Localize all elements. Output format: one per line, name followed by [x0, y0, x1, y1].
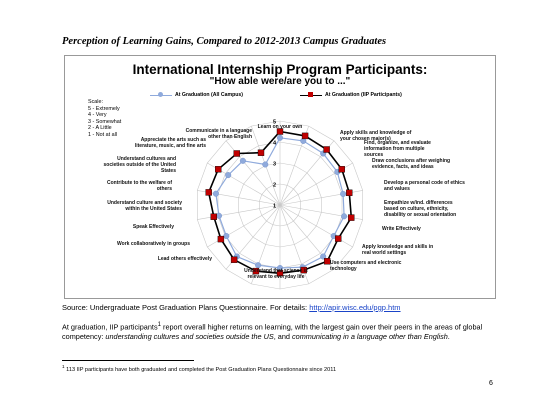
data-point-iip — [348, 215, 354, 221]
scale-item: 4 - Very — [88, 112, 107, 119]
body-and: , and — [273, 332, 293, 342]
legend-label-iip: At Graduation (IIP Participants) — [325, 92, 402, 98]
page-number: 6 — [489, 380, 493, 387]
data-point-all-campus — [225, 172, 231, 178]
category-label: Empathize w/ind. differences based on culture, ethnicity, disability or sexual orientation — [384, 200, 457, 218]
category-label: Understand cultures and societies outside of the United States — [103, 156, 176, 174]
body-emphasis-2: communicating in a language other than English — [292, 332, 448, 342]
data-point-all-campus — [240, 158, 246, 164]
body-intro: At graduation, IIP participants — [62, 322, 158, 332]
data-point-iip — [211, 214, 217, 220]
source-line — [62, 303, 401, 312]
data-point-all-campus — [263, 162, 269, 168]
data-point-iip — [324, 147, 330, 153]
scale-item: 5 - Extremely — [88, 105, 120, 112]
data-point-all-campus — [224, 233, 230, 239]
footnote-text: 113 IIP participants have both graduated and completed the Post Graduation Plans Questionnaire since 2011 — [64, 366, 337, 373]
category-label: Understand culture and society within the United States — [107, 200, 182, 212]
category-label: Find, organize, and evaluate information from multiple sources — [364, 140, 431, 158]
data-point-iip — [302, 133, 308, 139]
data-point-iip — [335, 236, 341, 242]
data-point-iip — [234, 151, 240, 157]
data-point-all-campus — [277, 135, 283, 141]
axis-tick-label: 1 — [272, 203, 276, 210]
scale-item: 3 - Somewhat — [88, 118, 122, 125]
body-paragraph — [62, 320, 502, 342]
page-heading: Perception of Learning Gains, Compared to 2012-2013 Campus Graduates — [62, 36, 387, 47]
data-point-iip — [231, 257, 237, 263]
data-point-all-campus — [216, 213, 222, 219]
data-point-all-campus — [341, 214, 347, 220]
footnote-number: 1 — [62, 364, 65, 369]
category-label: Apply knowledge and skills in real world settings — [362, 244, 434, 256]
category-label: Apply skills and knowledge of your chosen major(s) — [340, 130, 412, 142]
category-label: Communicate in a language other than English — [185, 128, 252, 140]
category-label: Draw conclusions after weighing evidence, facts, and ideas — [372, 158, 451, 170]
data-point-iip — [206, 189, 212, 195]
source-label: Source: Undergraduate Post Graduation Plans Questionnaire. For details: — [62, 303, 308, 312]
data-point-iip — [258, 150, 264, 156]
scale-item: 2 - A Little — [88, 125, 112, 132]
scale-title: Scale: — [88, 99, 103, 105]
data-point-iip — [218, 236, 224, 242]
category-label: Appreciate the arts such as literature, music, and fine arts — [134, 137, 206, 149]
category-label: Write Effectively — [382, 226, 421, 232]
category-label: Work collaboratively in groups — [117, 241, 190, 247]
category-label: Contribute to the welfare of others — [107, 180, 172, 192]
radar-chart — [64, 92, 496, 298]
axis-tick-label: 4 — [272, 140, 276, 147]
data-point-iip — [339, 166, 345, 172]
legend-label-all-campus: At Graduation (All Campus) — [175, 92, 244, 98]
data-point-all-campus — [340, 191, 346, 197]
axis-tick-label: 5 — [272, 119, 276, 126]
scale-item: 1 - Not at all — [88, 131, 118, 138]
data-point-all-campus — [213, 191, 219, 197]
body-end: . — [447, 332, 450, 342]
body-mid: report overall higher returns on learning, with the largest gain over their peers in the areas of global competency: — [62, 322, 483, 342]
chart-title: International Internship Program Participants: — [132, 62, 428, 77]
chart-subtitle: "How able were/are you to ..." — [209, 76, 351, 87]
axis-tick-label: 3 — [272, 161, 276, 168]
footnote-divider — [62, 360, 194, 361]
footnote — [62, 364, 336, 373]
axis-tick-label: 2 — [272, 182, 276, 189]
category-label: Understand that science is relevant to everyday life — [244, 268, 308, 280]
category-label: Speak Effectively — [132, 224, 174, 230]
category-label: Use computers and electronic technology — [330, 260, 402, 272]
category-label: Learn on your own — [257, 124, 303, 130]
footnote-ref: 1 — [157, 321, 161, 328]
body-emphasis-1: understanding cultures and societies outside the US — [105, 332, 274, 342]
category-label: Develop a personal code of ethics and values — [384, 180, 465, 192]
data-point-iip — [346, 190, 352, 196]
category-label: Lead others effectively — [157, 256, 212, 262]
source-link[interactable]: http://apir.wisc.edu/pgp.htm — [309, 303, 401, 312]
data-point-iip — [215, 166, 221, 172]
